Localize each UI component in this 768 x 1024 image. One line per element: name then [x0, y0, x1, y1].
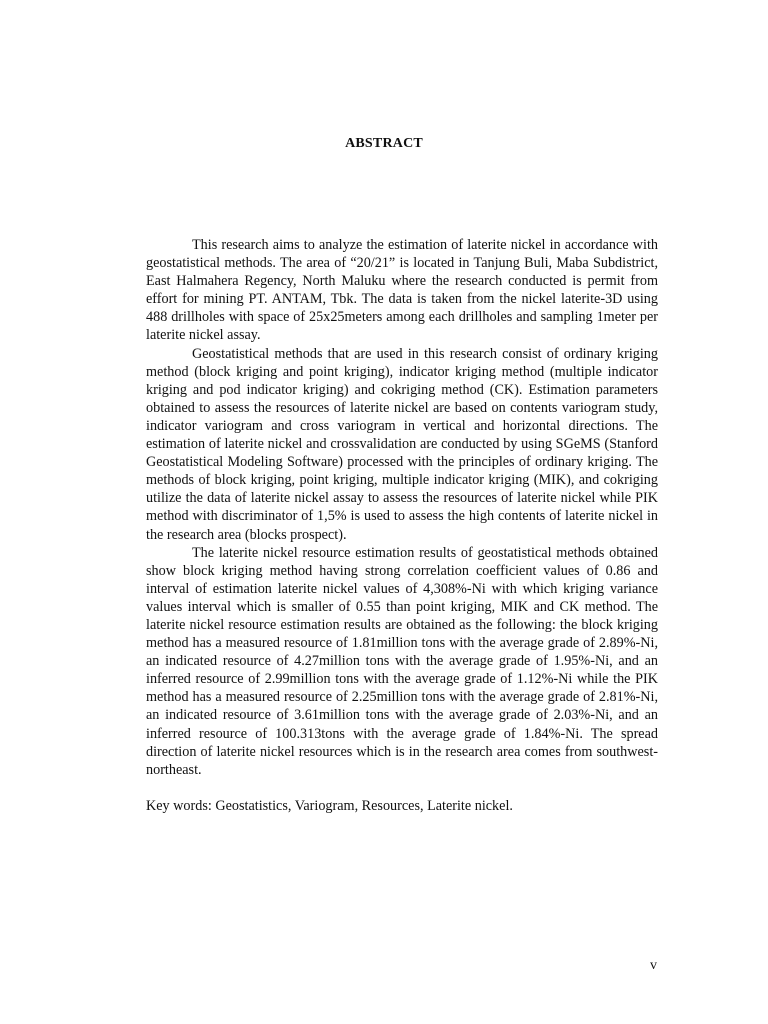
abstract-paragraph-3: The laterite nickel resource estimation results of geostatistical methods obtained show block kriging method having strong correlation coefficient values of 0.86 and interval of estimation laterite nickel values of 4,308%-Ni with which kriging variance values interval which is smaller of 0.55 than point kriging, MIK and CK method. The laterite nickel resource estimation results are obtained as the following: the block kriging method has a measured resource of 1.81million tons with the average grade of 2.89%-Ni, an indicated resource of 4.27million tons with the average grade of 1.95%-Ni, and an inferred resource of 2.99million tons with the average grade of 1.12%-Ni while the PIK method has a measured resource of 2.25million tons with the average grade of 2.81%-Ni, an indicated resource of 3.61million tons with the average grade of 2.03%-Ni, and an inferred resource of 100.313tons with the average grade of 1.84%-Ni. The spread direction of laterite nickel resources which is in the research area comes from southwest-northeast. [146, 544, 658, 778]
abstract-paragraph-2: Geostatistical methods that are used in this research consist of ordinary kriging method (block kriging and point kriging), indicator kriging method (multiple indicator kriging and pod indicator kriging) and cokriging method (CK). Estimation parameters obtained to assess the resources of laterite nickel are based on contents variogram study, indicator variogram and cross variogram in vertical and horizontal directions. The estimation of laterite nickel and crossvalidation are conducted by using SGeMS (Stanford Geostatistical Modeling Software) processed with the principles of ordinary kriging. The methods of block kriging, point kriging, multiple indicator kriging (MIK), and cokriging utilize the data of laterite nickel assay to assess the resources of laterite nickel while PIK method with discriminator of 1,5% is used to assess the high contents of laterite nickel in the research area (blocks prospect). [146, 345, 658, 543]
abstract-body [146, 236, 658, 815]
page-number: v [650, 958, 657, 973]
abstract-paragraph-1: This research aims to analyze the estimation of laterite nickel in accordance with geostatistical methods. The area of “20/21” is located in Tanjung Buli, Maba Subdistrict, East Halmahera Regency, North Maluku where the research conducted is permit from effort for mining PT. ANTAM, Tbk. The data is taken from the nickel laterite-3D using 488 drillholes with space of 25x25meters among each drillholes and sampling 1meter per laterite nickel assay. [146, 237, 658, 344]
abstract-title: ABSTRACT [345, 136, 423, 151]
keywords-line: Key words: Geostatistics, Variogram, Resources, Laterite nickel. [146, 797, 513, 814]
